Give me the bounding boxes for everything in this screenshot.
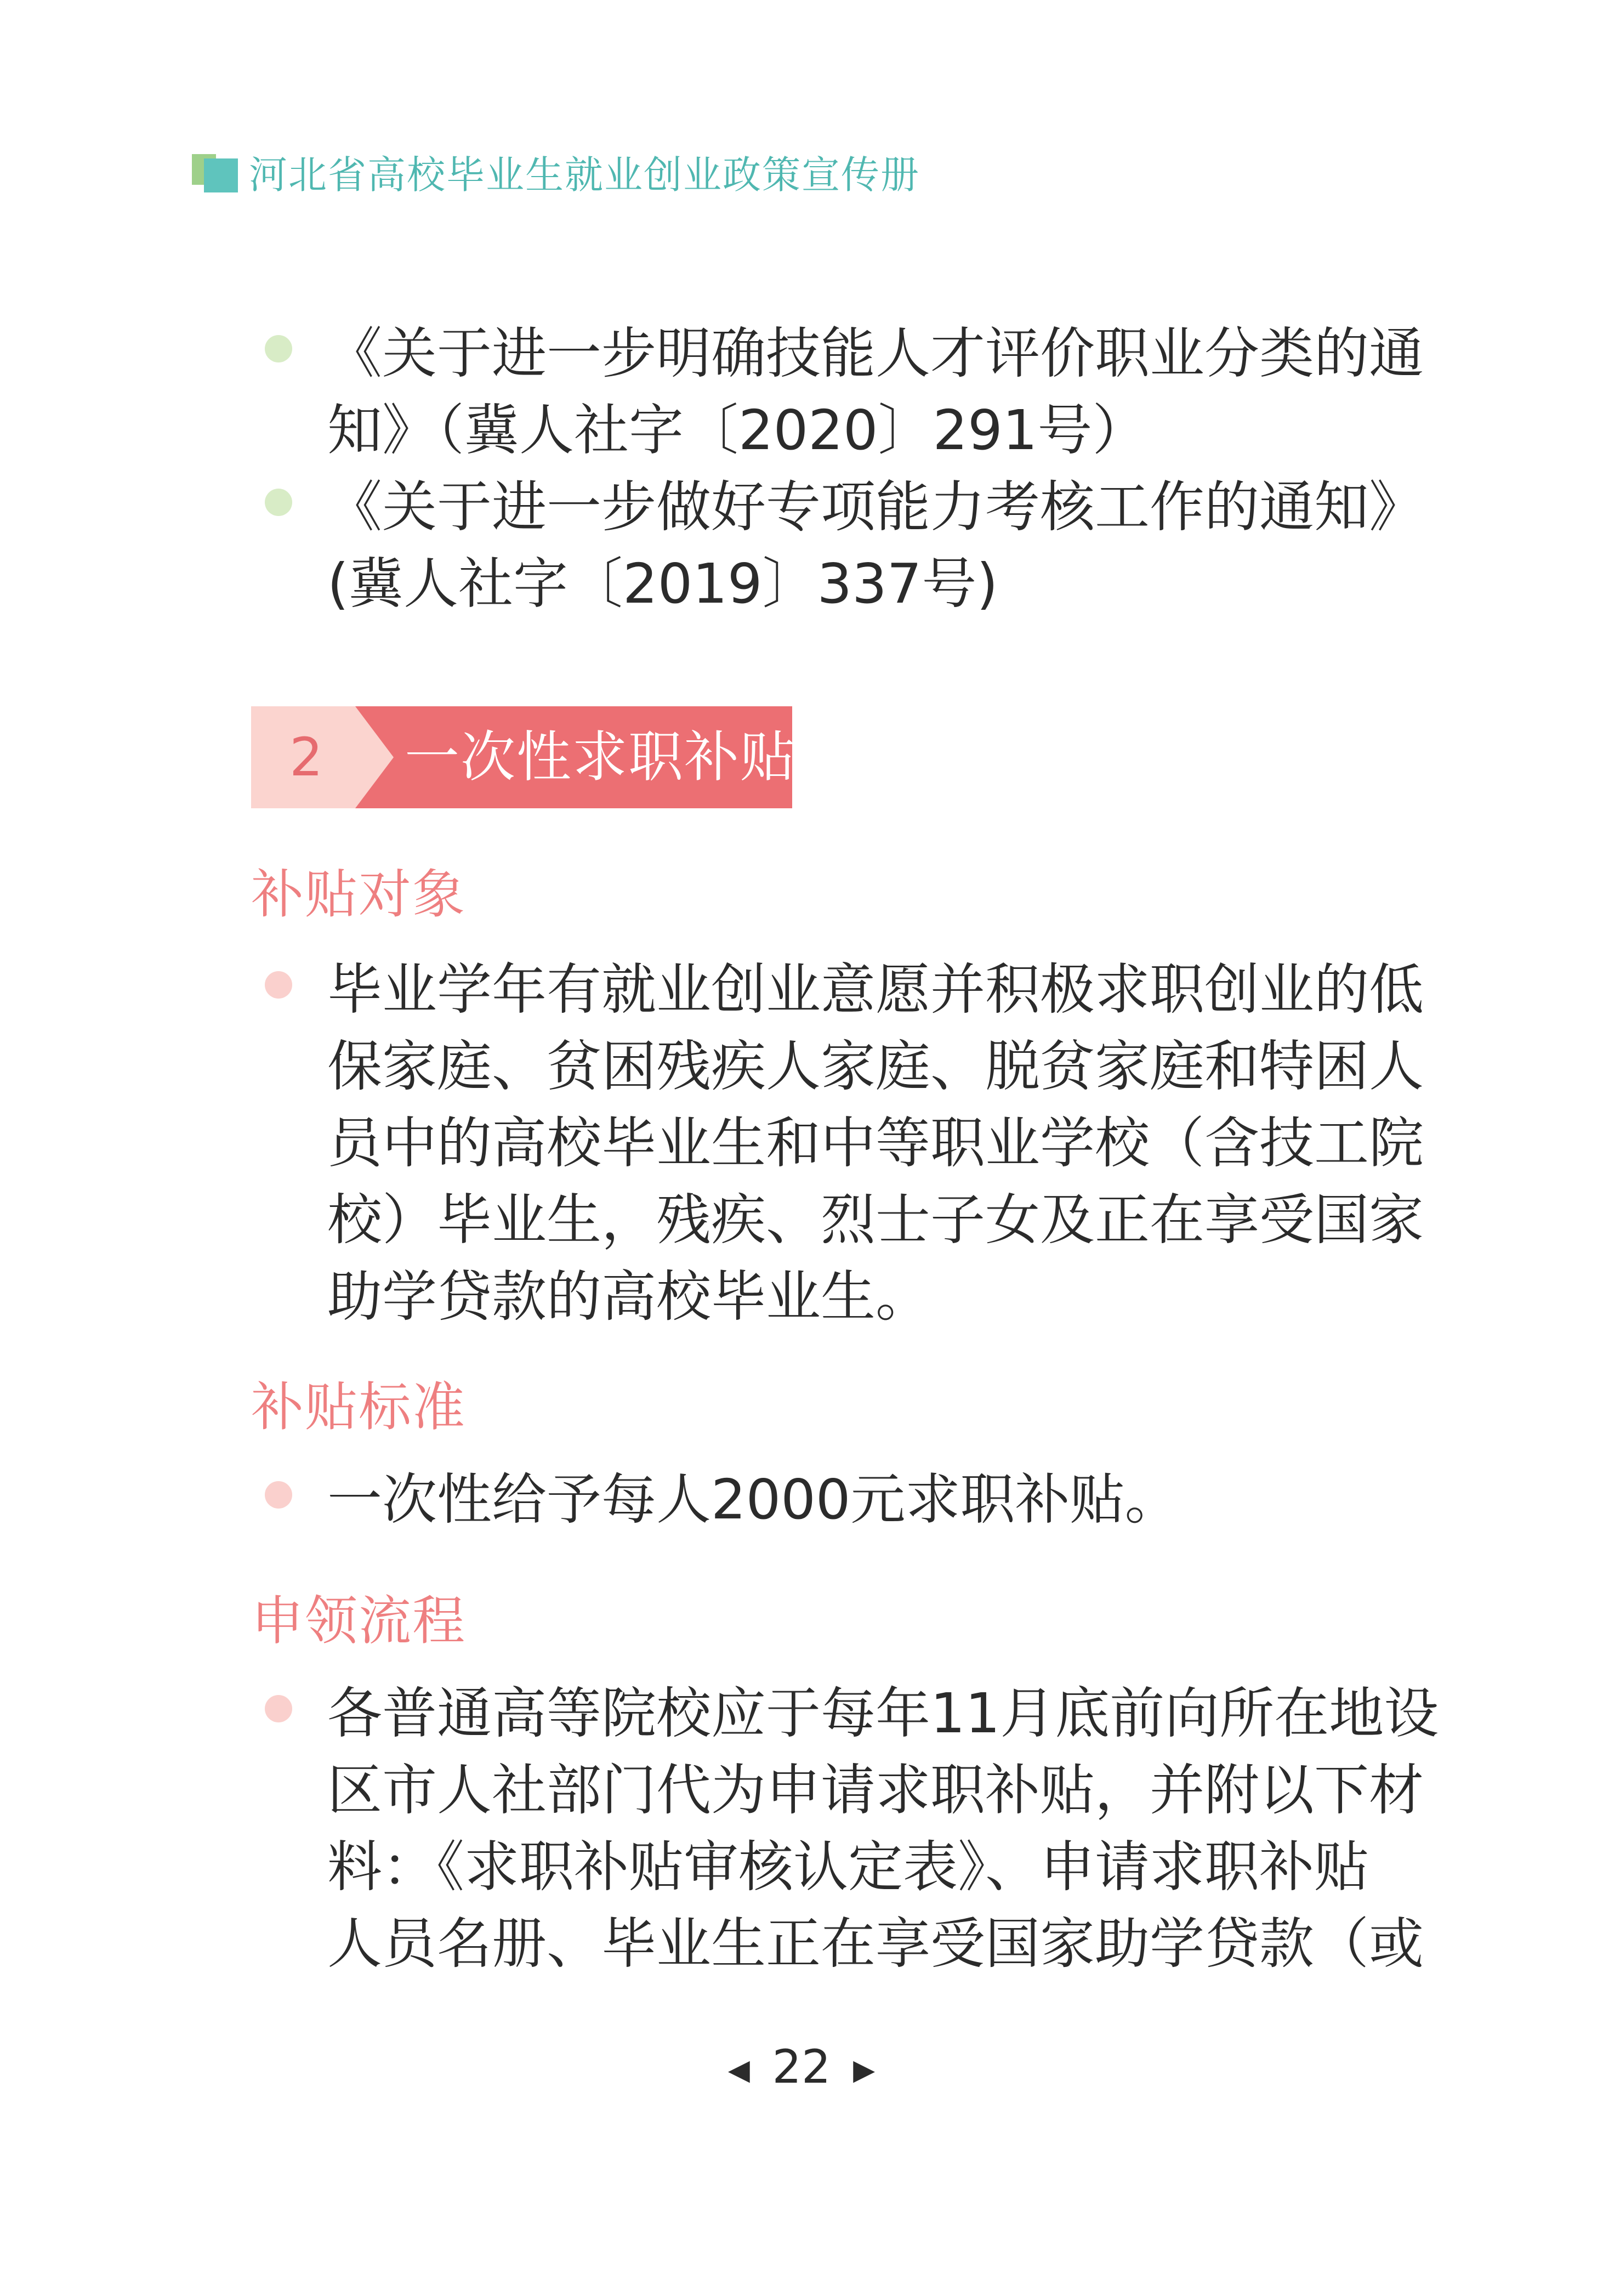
section-banner <box>251 706 796 808</box>
list-item-line: (冀人社字〔2019〕337号) <box>327 552 998 616</box>
brand-logo-icon <box>192 150 238 194</box>
page-header <box>192 141 920 202</box>
list-item-line: 校）毕业生，残疾、烈士子女及正在享受国家 <box>327 1188 1424 1252</box>
brochure-title: 河北省高校毕业生就业创业政策宣传册 <box>249 152 920 197</box>
list-item-line: 各普通高等院校应于每年11月底前向所在地设 <box>327 1681 1439 1745</box>
subhead-target: 补贴对象 <box>251 864 466 925</box>
bullet-dot-icon <box>265 1695 292 1722</box>
page-footer <box>0 2040 1603 2094</box>
list-item-line: 《关于进一步做好专项能力考核工作的通知》 <box>327 475 1424 539</box>
list-item-line: 毕业学年有就业创业意愿并积极求职创业的低 <box>327 957 1424 1022</box>
page-number: 22 <box>772 2040 831 2094</box>
standard-list <box>255 1461 1423 1538</box>
list-item <box>255 1675 1439 1982</box>
bullet-dot-icon <box>265 489 292 516</box>
bullet-dot-icon <box>265 335 292 362</box>
process-list <box>255 1675 1439 1982</box>
list-item <box>255 469 1423 622</box>
next-page-icon[interactable]: ▶ <box>853 2054 876 2087</box>
target-list <box>255 951 1423 1335</box>
subhead-standard: 补贴标准 <box>251 1376 466 1438</box>
list-item <box>255 315 1423 469</box>
bullet-dot-icon <box>265 971 292 999</box>
list-item-line: 知》（冀人社字〔2020〕291号） <box>327 398 1147 462</box>
list-item-line: 料：《求职补贴审核认定表》、申请求职补贴 <box>327 1835 1369 1899</box>
list-item-line: 《关于进一步明确技能人才评价职业分类的通 <box>327 321 1424 385</box>
list-item-line: 员中的高校毕业生和中等职业学校（含技工院 <box>327 1111 1424 1175</box>
list-item-line: 保家庭、贫困残疾人家庭、脱贫家庭和特困人 <box>327 1034 1424 1098</box>
prev-page-icon[interactable]: ◀ <box>727 2054 750 2087</box>
section-number: 2 <box>289 727 323 788</box>
list-item <box>255 951 1423 1335</box>
list-item-line: 助学贷款的高校毕业生。 <box>327 1265 930 1329</box>
list-item-line: 区市人社部门代为申请求职补贴，并附以下材 <box>327 1758 1424 1822</box>
list-item-line: 一次性给予每人2000元求职补贴。 <box>327 1467 1180 1532</box>
section-title: 一次性求职补贴 <box>405 725 796 789</box>
bullet-dot-icon <box>265 1481 292 1509</box>
policy-reference-list <box>255 315 1423 622</box>
list-item <box>255 1461 1423 1538</box>
subhead-process: 申领流程 <box>251 1590 466 1652</box>
list-item-line: 人员名册、毕业生正在享受国家助学贷款（或 <box>327 1912 1424 1976</box>
